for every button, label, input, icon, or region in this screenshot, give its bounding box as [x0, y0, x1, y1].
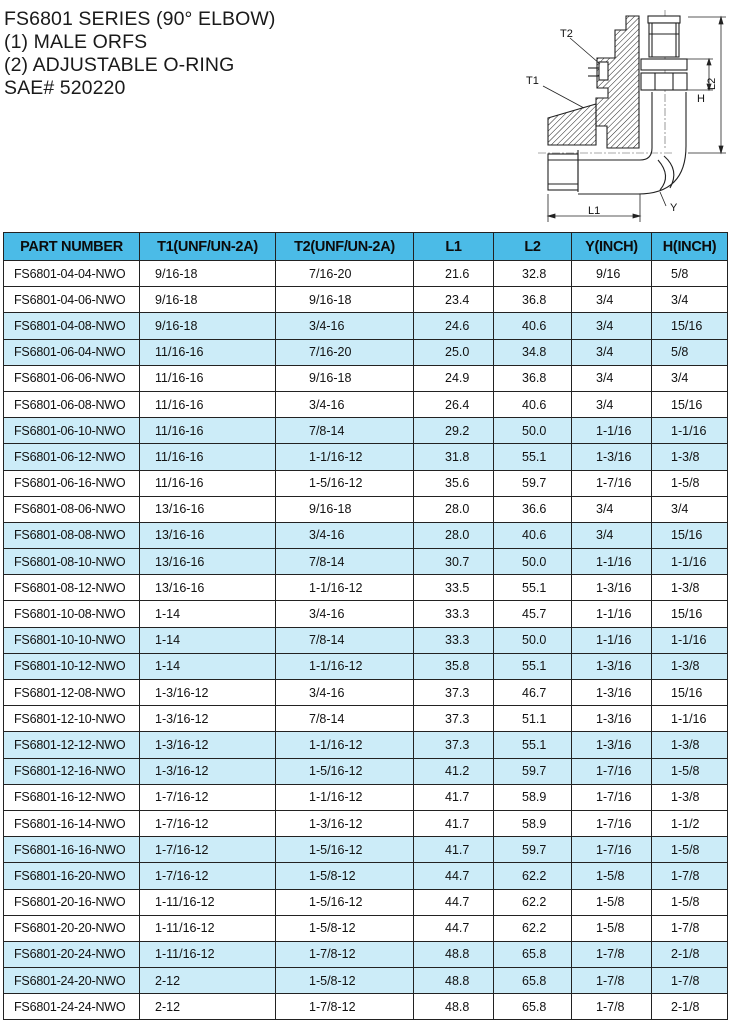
cell-part-number: FS6801-06-16-NWO: [4, 470, 140, 496]
cell-t2: 1-5/8-12: [276, 915, 414, 941]
cell-l2: 55.1: [494, 653, 572, 679]
cell-l1: 37.3: [414, 680, 494, 706]
cell-l2: 55.1: [494, 575, 572, 601]
cell-y: 1-1/16: [572, 627, 652, 653]
table-row: [4, 261, 728, 287]
cell-y: 1-7/16: [572, 470, 652, 496]
table-row: [4, 313, 728, 339]
cell-y: 1-7/16: [572, 758, 652, 784]
col-header-t2: T2(UNF/UN-2A): [276, 233, 414, 261]
cell-h: 3/4: [652, 496, 728, 522]
cell-part-number: FS6801-04-08-NWO: [4, 313, 140, 339]
cell-t2: 1-1/16-12: [276, 653, 414, 679]
cell-h: 1-1/16: [652, 627, 728, 653]
orfs-male-end: [648, 16, 680, 57]
table-row: [4, 575, 728, 601]
cell-y: 1-5/8: [572, 863, 652, 889]
cell-t2: 3/4-16: [276, 522, 414, 548]
series-title: FS6801 SERIES (90° ELBOW): [4, 8, 276, 30]
cell-l2: 62.2: [494, 889, 572, 915]
cell-part-number: FS6801-12-12-NWO: [4, 732, 140, 758]
cell-t2: 3/4-16: [276, 313, 414, 339]
cell-l2: 65.8: [494, 994, 572, 1020]
cell-l2: 40.6: [494, 313, 572, 339]
cell-l2: 62.2: [494, 915, 572, 941]
cell-y: 1-3/16: [572, 680, 652, 706]
cell-t1: 11/16-16: [140, 339, 276, 365]
table-row: [4, 810, 728, 836]
label-y: Y: [670, 202, 678, 214]
cell-h: 15/16: [652, 313, 728, 339]
table-row: [4, 601, 728, 627]
cell-t2: 1-5/8-12: [276, 968, 414, 994]
cell-t1: 9/16-18: [140, 261, 276, 287]
cell-t1: 1-3/16-12: [140, 732, 276, 758]
cell-t2: 1-1/16-12: [276, 444, 414, 470]
table-row: [4, 706, 728, 732]
cell-t2: 9/16-18: [276, 287, 414, 313]
cell-h: 1-3/8: [652, 653, 728, 679]
cell-t1: 1-7/16-12: [140, 784, 276, 810]
col-header-l2: L2: [494, 233, 572, 261]
cell-h: 1-3/8: [652, 444, 728, 470]
cell-l2: 65.8: [494, 941, 572, 967]
cell-part-number: FS6801-10-10-NWO: [4, 627, 140, 653]
cell-l2: 62.2: [494, 863, 572, 889]
cell-t1: 9/16-18: [140, 313, 276, 339]
cell-t2: 3/4-16: [276, 601, 414, 627]
cell-t2: 3/4-16: [276, 391, 414, 417]
table-row: [4, 496, 728, 522]
cell-y: 3/4: [572, 496, 652, 522]
cell-t2: 9/16-18: [276, 496, 414, 522]
table-row: [4, 470, 728, 496]
cell-part-number: FS6801-06-06-NWO: [4, 365, 140, 391]
cell-t2: 1-5/16-12: [276, 837, 414, 863]
cell-l2: 32.8: [494, 261, 572, 287]
cell-t1: 1-14: [140, 653, 276, 679]
cell-l1: 21.6: [414, 261, 494, 287]
cell-h: 1-3/8: [652, 575, 728, 601]
elbow-fitting-drawing: [520, 6, 730, 228]
cell-l1: 41.2: [414, 758, 494, 784]
cell-h: 1-7/8: [652, 863, 728, 889]
cell-t1: 11/16-16: [140, 365, 276, 391]
cell-t2: 1-7/8-12: [276, 994, 414, 1020]
cell-t1: 2-12: [140, 968, 276, 994]
table-row: [4, 994, 728, 1020]
cell-part-number: FS6801-20-16-NWO: [4, 889, 140, 915]
cell-t1: 13/16-16: [140, 575, 276, 601]
cell-part-number: FS6801-10-08-NWO: [4, 601, 140, 627]
cell-h: 15/16: [652, 601, 728, 627]
cell-y: 1-5/8: [572, 889, 652, 915]
cell-h: 1-7/8: [652, 915, 728, 941]
col-header-l1: L1: [414, 233, 494, 261]
cell-y: 1-3/16: [572, 575, 652, 601]
cell-part-number: FS6801-12-10-NWO: [4, 706, 140, 732]
cell-t2: 1-1/16-12: [276, 732, 414, 758]
hex-nut: [641, 59, 687, 90]
cell-t1: 1-14: [140, 627, 276, 653]
cell-l2: 59.7: [494, 837, 572, 863]
sae-number: SAE# 520220: [4, 77, 126, 99]
cell-l2: 55.1: [494, 444, 572, 470]
cell-l1: 37.3: [414, 706, 494, 732]
cell-y: 3/4: [572, 522, 652, 548]
cell-part-number: FS6801-06-04-NWO: [4, 339, 140, 365]
cell-l1: 28.0: [414, 496, 494, 522]
label-l2: L2: [706, 77, 718, 90]
cell-l1: 41.7: [414, 837, 494, 863]
cell-l2: 46.7: [494, 680, 572, 706]
cell-h: 15/16: [652, 680, 728, 706]
cell-t2: 1-1/16-12: [276, 575, 414, 601]
cell-t1: 13/16-16: [140, 522, 276, 548]
cell-l2: 50.0: [494, 627, 572, 653]
cell-h: 2-1/8: [652, 994, 728, 1020]
cell-part-number: FS6801-08-08-NWO: [4, 522, 140, 548]
cell-part-number: FS6801-16-16-NWO: [4, 837, 140, 863]
table-header-row: [4, 233, 728, 261]
table-row: [4, 339, 728, 365]
cell-h: 5/8: [652, 339, 728, 365]
label-t2: T2: [560, 28, 573, 40]
label-t1: T1: [526, 75, 539, 87]
table-row: [4, 522, 728, 548]
cell-t2: 1-7/8-12: [276, 941, 414, 967]
cell-h: 1-1/16: [652, 418, 728, 444]
cell-l1: 35.6: [414, 470, 494, 496]
cell-l1: 41.7: [414, 810, 494, 836]
cell-t2: 1-5/16-12: [276, 470, 414, 496]
cell-l1: 44.7: [414, 863, 494, 889]
cell-y: 1-7/16: [572, 810, 652, 836]
cell-l2: 50.0: [494, 418, 572, 444]
table-row: [4, 287, 728, 313]
cell-l2: 34.8: [494, 339, 572, 365]
cell-l1: 24.9: [414, 365, 494, 391]
cell-part-number: FS6801-04-06-NWO: [4, 287, 140, 313]
cell-t2: 1-5/16-12: [276, 889, 414, 915]
table-row: [4, 758, 728, 784]
cell-l2: 65.8: [494, 968, 572, 994]
cell-l2: 58.9: [494, 810, 572, 836]
cell-h: 1-3/8: [652, 784, 728, 810]
cell-t2: 9/16-18: [276, 365, 414, 391]
cell-y: 1-3/16: [572, 444, 652, 470]
cell-y: 1-7/8: [572, 941, 652, 967]
cell-y: 3/4: [572, 365, 652, 391]
cell-part-number: FS6801-16-12-NWO: [4, 784, 140, 810]
cell-l2: 40.6: [494, 391, 572, 417]
cell-l2: 36.6: [494, 496, 572, 522]
cell-t1: 13/16-16: [140, 549, 276, 575]
cell-h: 1-5/8: [652, 470, 728, 496]
cell-part-number: FS6801-24-20-NWO: [4, 968, 140, 994]
cell-t1: 1-11/16-12: [140, 889, 276, 915]
cell-t1: 1-11/16-12: [140, 941, 276, 967]
cell-y: 1-7/8: [572, 994, 652, 1020]
cell-t1: 1-11/16-12: [140, 915, 276, 941]
cell-part-number: FS6801-12-16-NWO: [4, 758, 140, 784]
cell-part-number: FS6801-08-06-NWO: [4, 496, 140, 522]
cell-t1: 11/16-16: [140, 470, 276, 496]
table-row: [4, 549, 728, 575]
cell-l1: 23.4: [414, 287, 494, 313]
cell-l1: 24.6: [414, 313, 494, 339]
cell-y: 3/4: [572, 287, 652, 313]
cell-t1: 1-3/16-12: [140, 680, 276, 706]
col-header-y: Y(INCH): [572, 233, 652, 261]
col-header-part-number: PART NUMBER: [4, 233, 140, 261]
table-row: [4, 365, 728, 391]
cell-l1: 25.0: [414, 339, 494, 365]
cell-h: 3/4: [652, 287, 728, 313]
cell-l2: 50.0: [494, 549, 572, 575]
cell-h: 1-3/8: [652, 732, 728, 758]
cell-t1: 1-7/16-12: [140, 837, 276, 863]
cell-y: 3/4: [572, 313, 652, 339]
cell-t1: 2-12: [140, 994, 276, 1020]
cell-y: 3/4: [572, 391, 652, 417]
cell-l1: 41.7: [414, 784, 494, 810]
cell-l2: 36.8: [494, 287, 572, 313]
table-row: [4, 968, 728, 994]
cell-l1: 33.5: [414, 575, 494, 601]
cell-part-number: FS6801-04-04-NWO: [4, 261, 140, 287]
table-row: [4, 889, 728, 915]
cell-y: 1-7/16: [572, 784, 652, 810]
cell-part-number: FS6801-08-10-NWO: [4, 549, 140, 575]
cell-y: 3/4: [572, 339, 652, 365]
cell-part-number: FS6801-12-08-NWO: [4, 680, 140, 706]
cell-l2: 59.7: [494, 470, 572, 496]
label-l1: L1: [588, 205, 601, 217]
table-row: [4, 627, 728, 653]
cell-part-number: FS6801-16-14-NWO: [4, 810, 140, 836]
table-body: [4, 261, 728, 1020]
cell-t2: 3/4-16: [276, 680, 414, 706]
cell-t2: 1-5/16-12: [276, 758, 414, 784]
table-row: [4, 784, 728, 810]
cell-h: 1-1/16: [652, 706, 728, 732]
cell-l1: 48.8: [414, 968, 494, 994]
cell-l1: 48.8: [414, 941, 494, 967]
table-row: [4, 732, 728, 758]
cell-l2: 40.6: [494, 522, 572, 548]
cell-h: 1-1/16: [652, 549, 728, 575]
cell-y: 1-1/16: [572, 549, 652, 575]
col-header-t1: T1(UNF/UN-2A): [140, 233, 276, 261]
cell-l1: 44.7: [414, 915, 494, 941]
cell-h: 2-1/8: [652, 941, 728, 967]
table-row: [4, 418, 728, 444]
table-row: [4, 837, 728, 863]
cell-t1: 9/16-18: [140, 287, 276, 313]
cell-t1: 1-3/16-12: [140, 758, 276, 784]
cell-part-number: FS6801-06-10-NWO: [4, 418, 140, 444]
cell-h: 3/4: [652, 365, 728, 391]
cell-h: 1-1/2: [652, 810, 728, 836]
cell-part-number: FS6801-20-20-NWO: [4, 915, 140, 941]
end-type-2: (2) ADJUSTABLE O-RING: [4, 54, 235, 76]
cell-t1: 1-3/16-12: [140, 706, 276, 732]
cell-part-number: FS6801-06-12-NWO: [4, 444, 140, 470]
table-row: [4, 941, 728, 967]
cell-y: 1-5/8: [572, 915, 652, 941]
cell-t1: 1-14: [140, 601, 276, 627]
cell-l2: 55.1: [494, 732, 572, 758]
cell-part-number: FS6801-20-24-NWO: [4, 941, 140, 967]
table-row: [4, 391, 728, 417]
specification-table: [3, 232, 728, 1020]
cell-t2: 7/8-14: [276, 418, 414, 444]
cell-part-number: FS6801-16-20-NWO: [4, 863, 140, 889]
cell-y: 1-3/16: [572, 706, 652, 732]
table-row: [4, 863, 728, 889]
cell-h: 15/16: [652, 522, 728, 548]
cell-l1: 48.8: [414, 994, 494, 1020]
cell-h: 1-7/8: [652, 968, 728, 994]
cell-t2: 1-1/16-12: [276, 784, 414, 810]
cell-part-number: FS6801-08-12-NWO: [4, 575, 140, 601]
cell-t2: 7/16-20: [276, 339, 414, 365]
cell-l1: 31.8: [414, 444, 494, 470]
cell-y: 1-3/16: [572, 732, 652, 758]
cell-l2: 36.8: [494, 365, 572, 391]
cell-l1: 37.3: [414, 732, 494, 758]
cell-t2: 7/16-20: [276, 261, 414, 287]
cell-y: 1-7/8: [572, 968, 652, 994]
end-type-1: (1) MALE ORFS: [4, 31, 148, 53]
cell-part-number: FS6801-06-08-NWO: [4, 391, 140, 417]
cell-part-number: FS6801-10-12-NWO: [4, 653, 140, 679]
cell-l1: 33.3: [414, 601, 494, 627]
title-block: [4, 8, 275, 100]
cell-h: 5/8: [652, 261, 728, 287]
cell-l1: 26.4: [414, 391, 494, 417]
table-row: [4, 915, 728, 941]
cell-t1: 11/16-16: [140, 444, 276, 470]
cell-l1: 44.7: [414, 889, 494, 915]
cell-l1: 30.7: [414, 549, 494, 575]
cell-l1: 29.2: [414, 418, 494, 444]
side-thread-end: [548, 104, 596, 192]
cell-t1: 11/16-16: [140, 391, 276, 417]
cell-l2: 51.1: [494, 706, 572, 732]
cell-y: 1-3/16: [572, 653, 652, 679]
cell-l2: 59.7: [494, 758, 572, 784]
cell-t2: 7/8-14: [276, 627, 414, 653]
cell-t2: 7/8-14: [276, 706, 414, 732]
cell-l1: 28.0: [414, 522, 494, 548]
col-header-h: H(INCH): [652, 233, 728, 261]
table-row: [4, 653, 728, 679]
cell-t1: 11/16-16: [140, 418, 276, 444]
cell-l1: 33.3: [414, 627, 494, 653]
cell-h: 1-5/8: [652, 758, 728, 784]
table-row: [4, 680, 728, 706]
cell-l2: 58.9: [494, 784, 572, 810]
cell-part-number: FS6801-24-24-NWO: [4, 994, 140, 1020]
label-h: H: [697, 93, 705, 105]
cell-t1: 13/16-16: [140, 496, 276, 522]
cell-l2: 45.7: [494, 601, 572, 627]
cell-h: 1-5/8: [652, 889, 728, 915]
cell-t2: 1-5/8-12: [276, 863, 414, 889]
cell-y: 1-1/16: [572, 418, 652, 444]
cell-y: 1-7/16: [572, 837, 652, 863]
cell-y: 9/16: [572, 261, 652, 287]
cell-h: 1-5/8: [652, 837, 728, 863]
cell-y: 1-1/16: [572, 601, 652, 627]
cell-t2: 7/8-14: [276, 549, 414, 575]
cell-t1: 1-7/16-12: [140, 863, 276, 889]
cell-t2: 1-3/16-12: [276, 810, 414, 836]
cell-h: 15/16: [652, 391, 728, 417]
table-row: [4, 444, 728, 470]
cell-t1: 1-7/16-12: [140, 810, 276, 836]
cell-l1: 35.8: [414, 653, 494, 679]
